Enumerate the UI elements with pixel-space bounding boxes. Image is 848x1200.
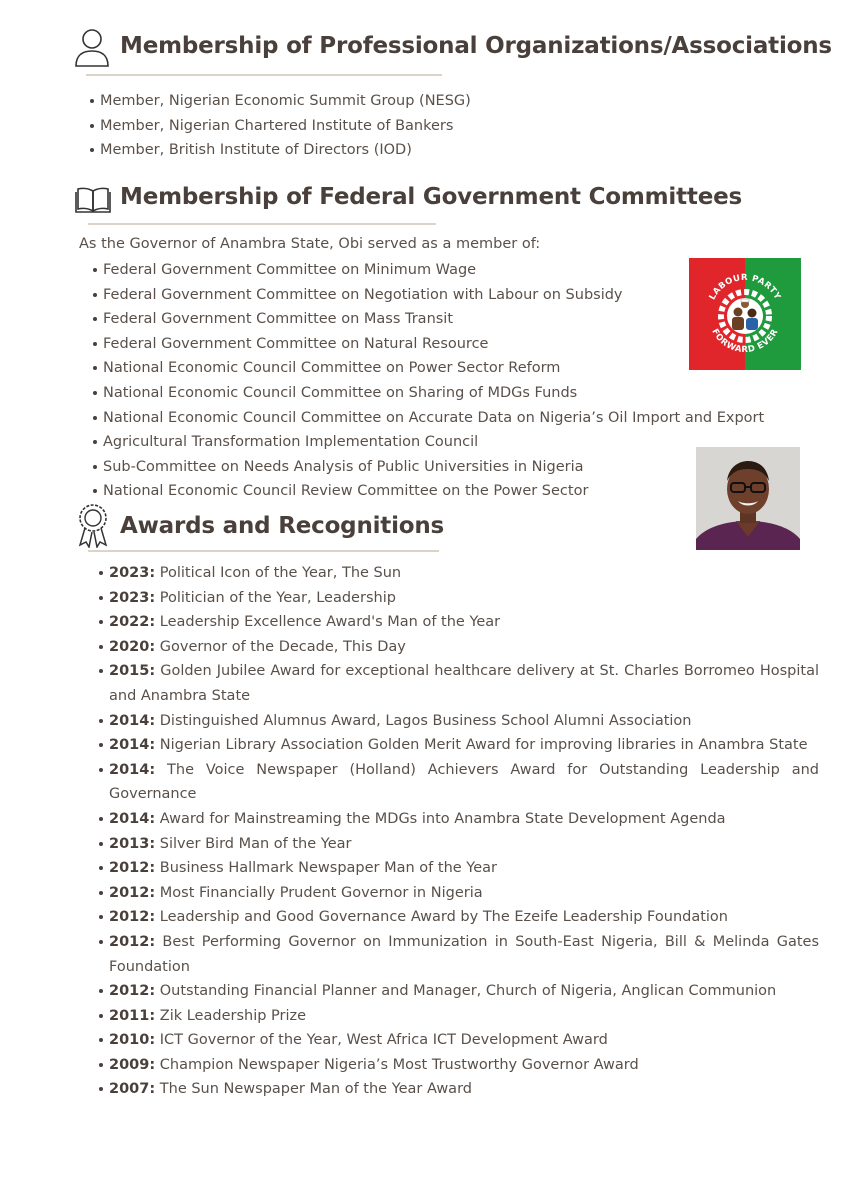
list-item xyxy=(109,881,819,906)
award-text: Governor of the Decade, This Day xyxy=(159,638,406,655)
award-year: 2014: xyxy=(109,761,156,778)
list-item xyxy=(109,930,819,979)
section-title-professional: Membership of Professional Organizations/Associations xyxy=(120,33,832,59)
award-year: 2023: xyxy=(109,565,156,581)
list-item xyxy=(109,1077,819,1102)
section-divider xyxy=(88,550,439,552)
award-year: 2014: xyxy=(109,712,156,729)
labour-party-logo xyxy=(689,258,801,370)
list-item xyxy=(109,709,819,734)
award-ribbon-icon xyxy=(76,502,110,548)
list-item xyxy=(109,1028,819,1053)
list-item xyxy=(109,905,819,930)
list-item: National Economic Council Committee on Sharing of MDGs Funds xyxy=(103,381,764,406)
award-text: Nigerian Library Association Golden Merit Award for improving libraries in Anambra State xyxy=(159,737,808,754)
award-text: Leadership Excellence Award's Man of the Year xyxy=(159,614,501,631)
list-item xyxy=(109,586,819,611)
list-item xyxy=(109,832,819,857)
list-item: Member, Nigerian Economic Summit Group (NESG) xyxy=(100,89,471,114)
award-year: 2014: xyxy=(109,737,156,754)
section-divider xyxy=(88,223,436,225)
list-item: Member, British Institute of Directors (IOD) xyxy=(100,138,471,163)
list-item xyxy=(109,856,819,881)
list-item: National Economic Council Committee on Accurate Data on Nigeria’s Oil Import and Export xyxy=(103,406,764,431)
list-item: Federal Government Committee on Negotiation with Labour on Subsidy xyxy=(103,283,764,308)
award-text: Politician of the Year, Leadership xyxy=(159,589,396,606)
award-text: Award for Mainstreaming the MDGs into Anambra State Development Agenda xyxy=(159,810,726,827)
list-item xyxy=(109,561,819,586)
list-item xyxy=(109,635,819,660)
person-icon xyxy=(74,28,110,68)
list-item xyxy=(109,1004,819,1029)
section-title-committees: Membership of Federal Government Committees xyxy=(120,184,742,210)
award-text: Outstanding Financial Planner and Manager, Church of Nigeria, Anglican Communion xyxy=(159,983,777,1000)
awards-list xyxy=(109,561,819,1102)
award-text: ICT Governor of the Year, West Africa ICT Development Award xyxy=(159,1032,608,1049)
award-year: 2011: xyxy=(109,1007,156,1024)
logo-top-text: LABOUR PARTY xyxy=(707,272,783,302)
award-year: 2009: xyxy=(109,1056,156,1073)
award-text: Silver Bird Man of the Year xyxy=(159,835,352,852)
section-divider xyxy=(86,74,442,76)
section-title-awards: Awards and Recognitions xyxy=(120,513,445,539)
list-item xyxy=(109,758,819,807)
award-year: 2012: xyxy=(109,933,156,950)
award-year: 2012: xyxy=(109,884,156,901)
award-text: Champion Newspaper Nigeria’s Most Trustworthy Governor Award xyxy=(159,1056,639,1073)
award-text: Zik Leadership Prize xyxy=(159,1007,307,1024)
list-item: National Economic Council Review Committee on the Power Sector xyxy=(103,479,764,504)
list-item: National Economic Council Committee on Power Sector Reform xyxy=(103,356,764,381)
award-text: Leadership and Good Governance Award by The Ezeife Leadership Foundation xyxy=(159,909,728,926)
list-item xyxy=(109,807,819,832)
award-text: Best Performing Governor on Immunization in South-East Nigeria, Bill & Melinda Gates Foundation xyxy=(109,933,820,975)
award-year: 2022: xyxy=(109,614,156,631)
award-year: 2010: xyxy=(109,1032,156,1049)
award-text: Distinguished Alumnus Award, Lagos Business School Alumni Association xyxy=(159,712,692,729)
award-year: 2020: xyxy=(109,638,156,655)
award-year: 2012: xyxy=(109,909,156,926)
award-year: 2023: xyxy=(109,589,156,606)
list-item xyxy=(109,1053,819,1078)
list-item: Agricultural Transformation Implementation Council xyxy=(103,430,764,455)
award-text: Golden Jubilee Award for exceptional healthcare delivery at St. Charles Borromeo Hospital and Anambra State xyxy=(109,663,819,704)
award-text: The Voice Newspaper (Holland) Achievers Award for Outstanding Leadership and Governance xyxy=(109,761,819,803)
list-item: Federal Government Committee on Mass Transit xyxy=(103,307,764,332)
award-text: Business Hallmark Newspaper Man of the Year xyxy=(159,860,497,877)
list-item xyxy=(109,659,819,708)
portrait-photo xyxy=(696,447,800,550)
award-year: 2007: xyxy=(109,1081,156,1098)
award-text: Most Financially Prudent Governor in Nigeria xyxy=(159,884,483,901)
professional-list xyxy=(100,89,471,163)
award-text: Political Icon of the Year, The Sun xyxy=(159,565,402,581)
list-item: Member, Nigerian Chartered Institute of Bankers xyxy=(100,114,471,139)
committees-list xyxy=(103,258,764,504)
list-item xyxy=(109,610,819,635)
list-item: Federal Government Committee on Minimum Wage xyxy=(103,258,764,283)
list-item xyxy=(109,733,819,758)
committees-intro: As the Governor of Anambra State, Obi served as a member of: xyxy=(79,236,541,252)
logo-bottom-text: FORWARD EVER xyxy=(709,327,781,356)
award-text: The Sun Newspaper Man of the Year Award xyxy=(159,1081,472,1098)
award-year: 2012: xyxy=(109,983,156,1000)
award-year: 2013: xyxy=(109,835,156,852)
list-item xyxy=(109,979,819,1004)
award-year: 2015: xyxy=(109,663,156,680)
award-year: 2012: xyxy=(109,860,156,877)
list-item: Federal Government Committee on Natural Resource xyxy=(103,332,764,357)
award-year: 2014: xyxy=(109,810,156,827)
book-icon xyxy=(75,186,111,214)
list-item: Sub-Committee on Needs Analysis of Public Universities in Nigeria xyxy=(103,455,764,480)
